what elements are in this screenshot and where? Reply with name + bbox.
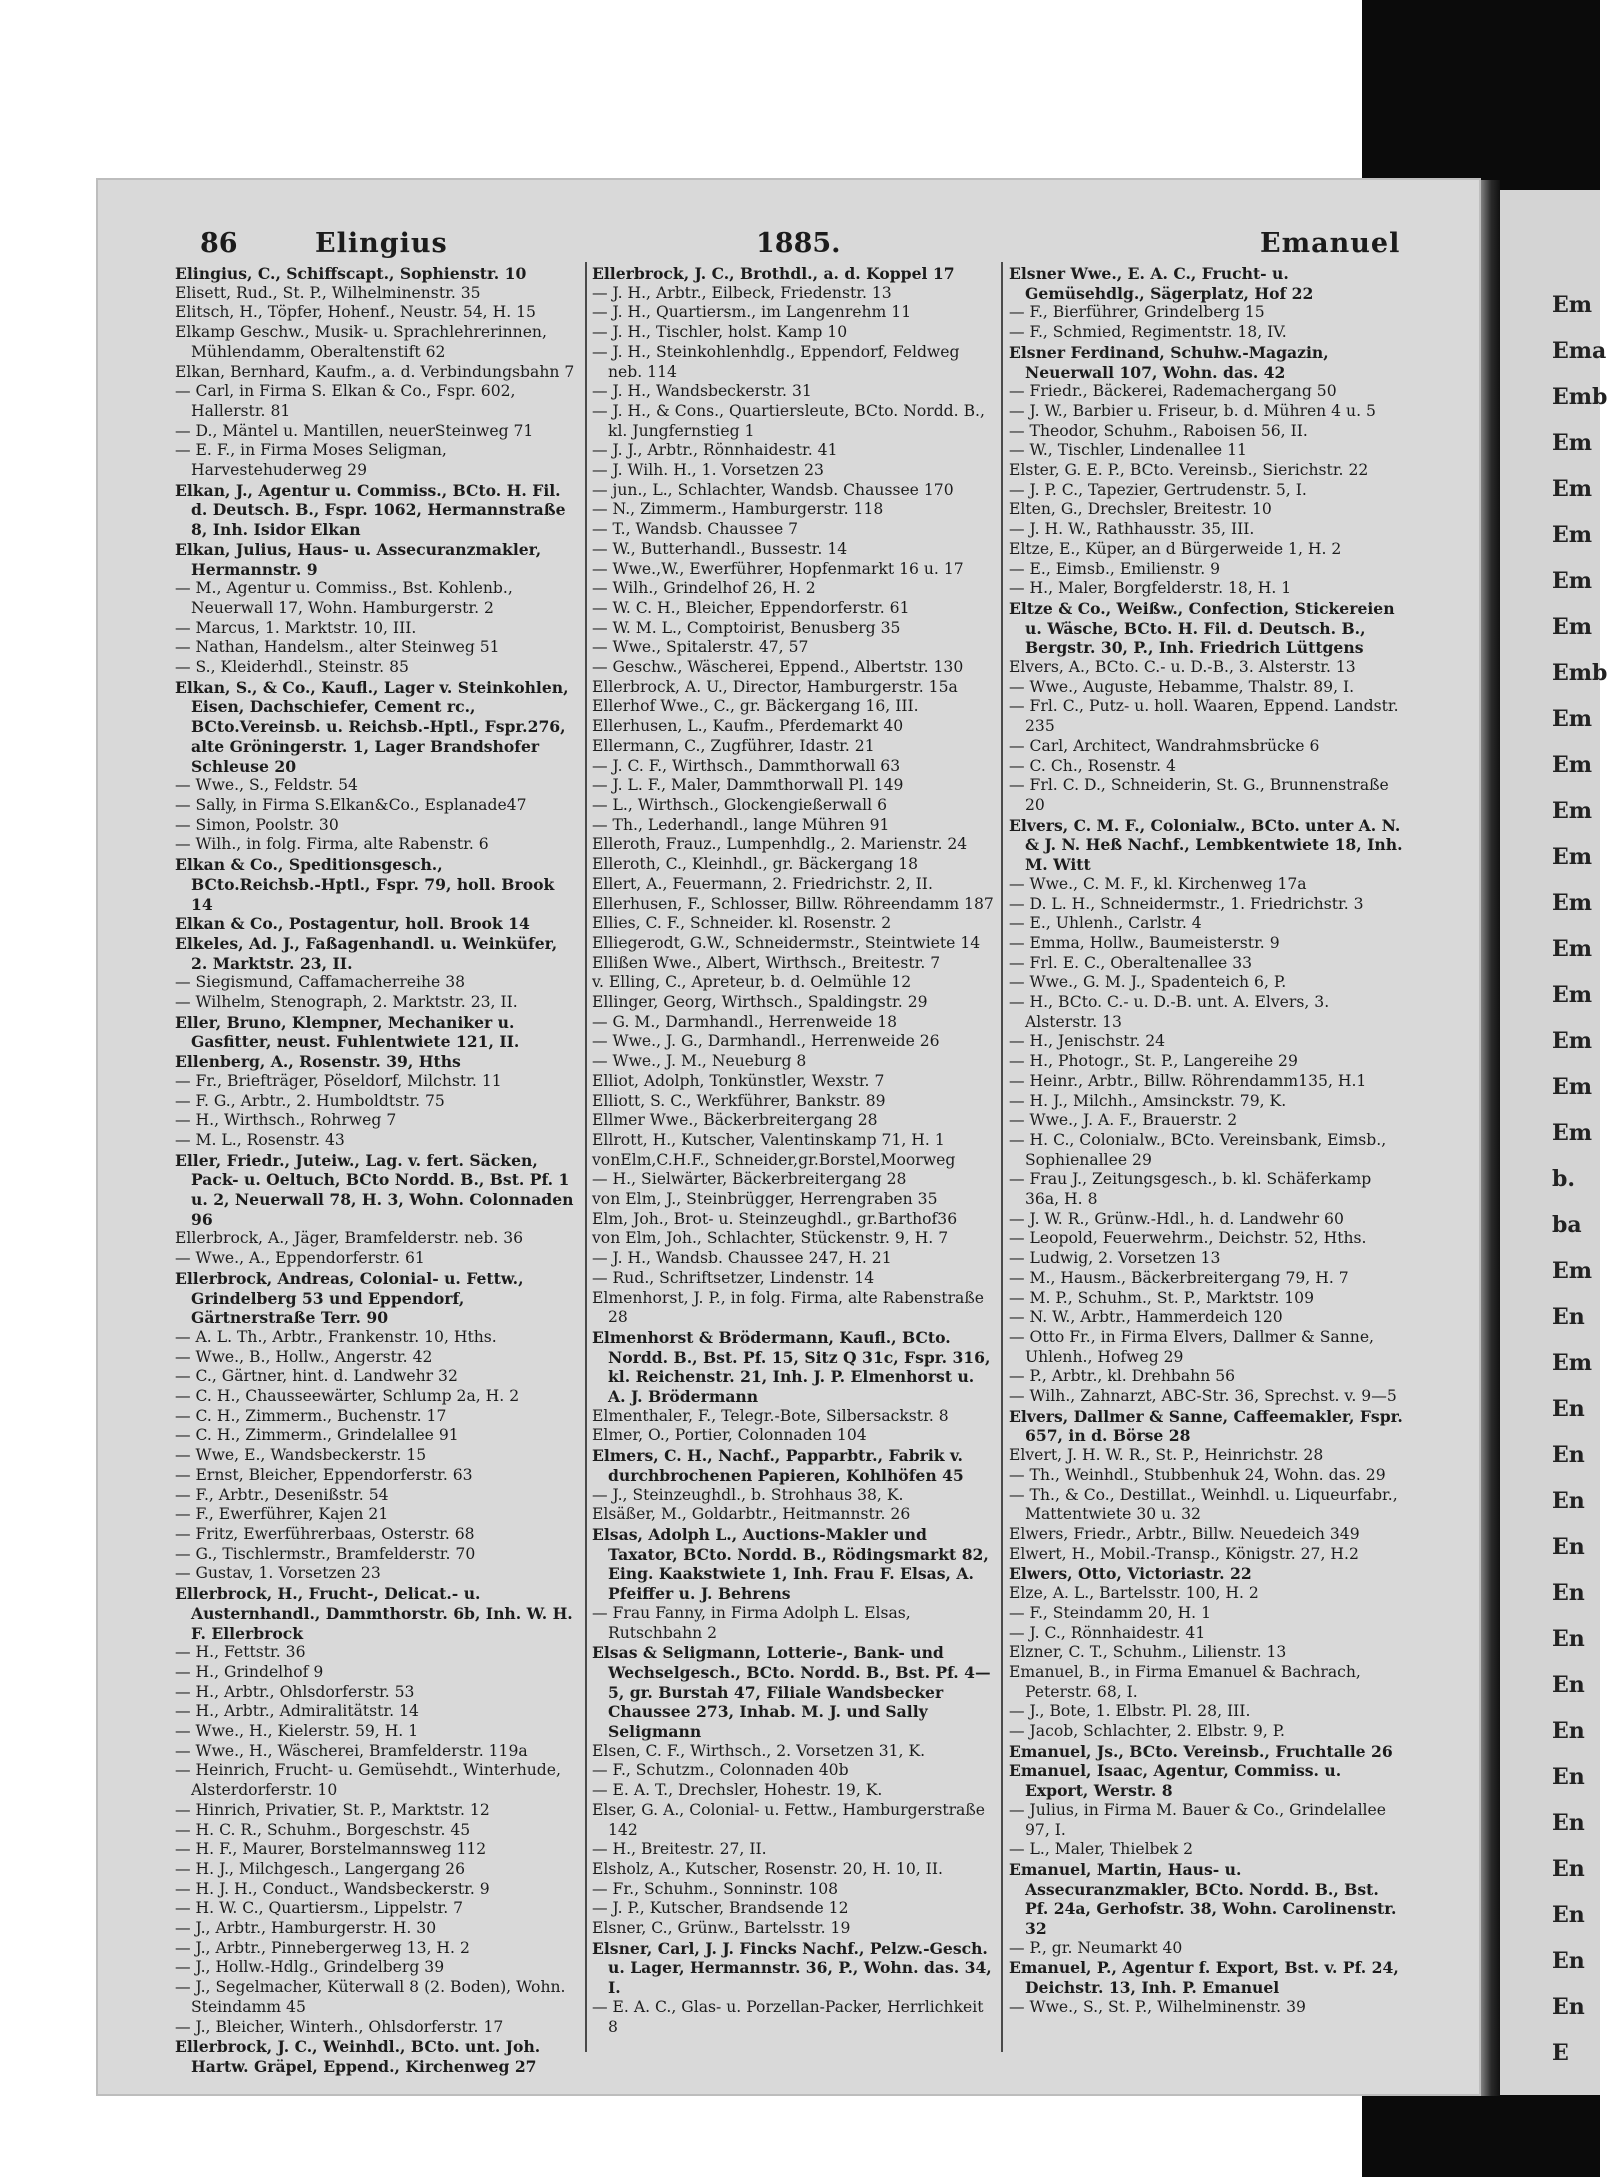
- directory-entry: Elmenthaler, F., Telegr.-Bote, Silbersackstr. 8: [592, 1406, 949, 1425]
- directory-entry: — J. H., Arbtr., Eilbeck, Friedenstr. 13: [592, 283, 892, 302]
- directory-entry: — W., Tischler, Lindenallee 11: [1009, 441, 1247, 460]
- next-page-fragment: En: [1552, 1488, 1585, 1514]
- next-page-fragment: Em: [1552, 752, 1593, 778]
- directory-entry: — Wilh., Grindelhof 26, H. 2: [592, 579, 816, 598]
- directory-entry: — Siegismund, Caffamacherreihe 38: [175, 973, 466, 992]
- directory-entry: — C. H., Zimmerm., Buchenstr. 17: [175, 1406, 447, 1425]
- directory-entry: — J. H., Wandsb. Chaussee 247, H. 21: [592, 1249, 892, 1268]
- next-page-fragment: En: [1552, 1626, 1585, 1652]
- directory-entry: Elvert, J. H. W. R., St. P., Heinrichstr. 28: [1009, 1446, 1324, 1465]
- directory-entry: Ellerbrock, A., Jäger, Bramfelderstr. neb. 36: [175, 1229, 524, 1248]
- directory-entry: — Frl. E. C., Oberaltenallee 33: [1009, 953, 1253, 972]
- directory-entry: — F., Steindamm 20, H. 1: [1009, 1603, 1212, 1622]
- directory-entry: — Carl, in Firma S. Elkan & Co., Fspr. 602, Hallerstr. 81: [175, 382, 516, 420]
- directory-entry: — Emma, Hollw., Baumeisterstr. 9: [1009, 933, 1280, 952]
- directory-entry: — Wwe., J. G., Darmhandl., Herrenweide 26: [592, 1032, 940, 1051]
- directory-entry: Elleroth, C., Kleinhdl., gr. Bäckergang 18: [592, 855, 919, 874]
- directory-entry: — F., Arbtr., Desenißstr. 54: [175, 1485, 389, 1504]
- next-page-fragment: Em: [1552, 706, 1593, 732]
- next-page-fragment: Em: [1552, 522, 1593, 548]
- directory-entry: — J. C., Rönnhaidestr. 41: [1009, 1623, 1206, 1642]
- directory-entry: — H. J. H., Conduct., Wandsbeckerstr. 9: [175, 1879, 490, 1898]
- directory-entry: — H., Maler, Borgfelderstr. 18, H. 1: [1009, 579, 1292, 598]
- directory-entry: Elsas & Seligmann, Lotterie-, Bank- und Wechselgesch., BCto. Nordd. B., Bst. Pf. 4—5, gr. Burstah 47, Filiale Wandsbecker Chaussee 273, Inhab. M. J. und Sally Seligmann: [592, 1643, 991, 1742]
- directory-entry: Ellerbrock, A. U., Director, Hamburgerstr. 15a: [592, 677, 958, 696]
- directory-entry: — E. A. C., Glas- u. Porzellan-Packer, Herrlichkeit 8: [592, 1997, 984, 2036]
- directory-entry: — Heinrich, Frucht- u. Gemüsehdt., Winterhude, Alsterdorferstr. 10: [175, 1761, 561, 1800]
- book-binding-shadow: [1478, 180, 1500, 2096]
- directory-entry: Elingius, C., Schiffscapt., Sophienstr. 10: [175, 264, 527, 283]
- page-year: 1885.: [756, 228, 841, 259]
- next-page-fragment: Em: [1552, 1028, 1593, 1054]
- directory-entry: — S., Kleiderhdl., Steinstr. 85: [175, 658, 409, 677]
- directory-entry: Elsner Ferdinand, Schuhw.-Magazin, Neuerwall 107, Wohn. das. 42: [1009, 342, 1329, 382]
- directory-entry: Eltze, E., Küper, an d Bürgerweide 1, H. 2: [1009, 539, 1342, 558]
- directory-entry: Elkan & Co., Postagentur, holl. Brook 14: [175, 914, 530, 934]
- next-page-fragment: En: [1552, 1856, 1585, 1882]
- next-page-fragment: Em: [1552, 936, 1593, 962]
- directory-entry: Elser, G. A., Colonial- u. Fettw., Hamburgerstraße 142: [592, 1800, 985, 1839]
- directory-entry: Elliott, S. C., Werkführer, Bankstr. 89: [592, 1091, 886, 1110]
- directory-entry: Elsäßer, M., Goldarbtr., Heitmannstr. 26: [592, 1505, 911, 1524]
- directory-entry: — N. W., Arbtr., Hammerdeich 120: [1009, 1308, 1283, 1327]
- directory-entry: Emanuel, Isaac, Agentur, Commiss. u. Export, Werstr. 8: [1009, 1761, 1342, 1801]
- directory-entry: — M. P., Schuhm., St. P., Marktstr. 109: [1009, 1288, 1315, 1307]
- directory-entry: — D., Mäntel u. Mantillen, neuerSteinweg 71: [175, 421, 534, 440]
- directory-entry: Elmer, O., Portier, Colonnaden 104: [592, 1426, 867, 1445]
- directory-entry: Elm, Joh., Brot- u. Steinzeughdl., gr.Barthof36: [592, 1209, 958, 1228]
- directory-entry: — Heinr., Arbtr., Billw. Röhrendamm135, H.1: [1009, 1071, 1367, 1090]
- directory-entry: — T., Wandsb. Chaussee 7: [592, 520, 799, 539]
- directory-entry: Ellert, A., Feuermann, 2. Friedrichstr. 2, II.: [592, 874, 933, 893]
- directory-entry: Ellerhusen, L., Kaufm., Pferdemarkt 40: [592, 717, 904, 736]
- directory-entry: — Otto Fr., in Firma Elvers, Dallmer & Sanne, Uhlenh., Hofweg 29: [1009, 1327, 1374, 1366]
- directory-entry: — Wwe., H., Wäscherei, Bramfelderstr. 119a: [175, 1741, 528, 1760]
- directory-entry: Elze, A. L., Bartelsstr. 100, H. 2: [1009, 1584, 1259, 1603]
- next-page-fragment: Emb: [1552, 384, 1607, 410]
- directory-entry: vonElm,C.H.F., Schneider,gr.Borstel,Moorweg: [592, 1150, 956, 1169]
- directory-entry: — J., Bote, 1. Elbstr. Pl. 28, III.: [1009, 1702, 1251, 1721]
- next-page-fragment: En: [1552, 1534, 1585, 1560]
- directory-entry: — F., Schmied, Regimentstr. 18, IV.: [1009, 323, 1287, 342]
- directory-entry: Elten, G., Drechsler, Breitestr. 10: [1009, 500, 1272, 519]
- directory-entry: — H., Arbtr., Ohlsdorferstr. 53: [175, 1682, 415, 1701]
- directory-entry: Emanuel, P., Agentur f. Export, Bst. v. Pf. 24, Deichstr. 13, Inh. P. Emanuel: [1009, 1958, 1399, 1998]
- directory-entry: — J. J., Arbtr., Rönnhaidestr. 41: [592, 441, 838, 460]
- directory-entry: — Gustav, 1. Vorsetzen 23: [175, 1564, 381, 1583]
- directory-entry: — Th., & Co., Destillat., Weinhdl. u. Liqueurfabr., Mattentwiete 30 u. 32: [1009, 1485, 1398, 1524]
- directory-entry: — J. P., Kutscher, Brandsende 12: [592, 1899, 849, 1918]
- directory-entry: Elkan, Julius, Haus- u. Assecuranzmakler, Hermannstr. 9: [175, 539, 542, 579]
- directory-entry: — G. M., Darmhandl., Herrenweide 18: [592, 1012, 898, 1031]
- directory-entry: — C. H., Zimmerm., Grindelallee 91: [175, 1426, 459, 1445]
- next-page-fragment: En: [1552, 1902, 1585, 1928]
- directory-entry: Elwers, Friedr., Arbtr., Billw. Neuedeich 349: [1009, 1525, 1360, 1543]
- directory-entry: — J. P. C., Tapezier, Gertrudenstr. 5, I.: [1009, 480, 1307, 499]
- next-page-fragment: Em: [1552, 430, 1593, 456]
- directory-entry: Elleroth, Frauz., Lumpenhdlg., 2. Marienstr. 24: [592, 835, 968, 854]
- directory-entry: Ellißen Wwe., Albert, Wirthsch., Breitestr. 7: [592, 953, 941, 972]
- next-page-fragment: b.: [1552, 1166, 1576, 1192]
- page-header: [200, 228, 1401, 259]
- directory-entry: — Ernst, Bleicher, Eppendorferstr. 63: [175, 1465, 473, 1484]
- directory-entry: — E. A. T., Drechsler, Hohestr. 19, K.: [592, 1781, 883, 1800]
- directory-entry: Elsas, Adolph L., Auctions-Makler und Taxator, BCto. Nordd. B., Rödingsmarkt 82, Eing. Kaakstwiete 1, Inh. Frau F. Elsas, A. Pfeiffer u. J. Behrens: [592, 1525, 989, 1604]
- directory-entry: — Frau Fanny, in Firma Adolph L. Elsas, Rutschbahn 2: [592, 1603, 911, 1642]
- directory-entry: — Leopold, Feuerwehrm., Deichstr. 52, Hths.: [1009, 1229, 1367, 1248]
- next-page-fragment: En: [1552, 1764, 1585, 1790]
- directory-entry: Elvers, A., BCto. C.- u. D.-B., 3. Alsterstr. 13: [1009, 658, 1356, 677]
- column-middle: [592, 264, 994, 2074]
- right-keyword: Emanuel: [1260, 228, 1401, 259]
- next-page-fragment: En: [1552, 1718, 1585, 1744]
- column-divider: [585, 262, 587, 2052]
- directory-entry: Elkamp Geschw., Musik- u. Sprachlehrerinnen, Mühlendamm, Oberaltenstift 62: [175, 323, 547, 361]
- next-page-fragment: Em: [1552, 568, 1593, 594]
- directory-entry: — J. H., Wandsbeckerstr. 31: [592, 382, 812, 401]
- directory-entry: — C. H., Chausseewärter, Schlump 2a, H. 2: [175, 1387, 520, 1406]
- directory-entry: — P., gr. Neumarkt 40: [1009, 1938, 1183, 1957]
- directory-entry: — Ludwig, 2. Vorsetzen 13: [1009, 1249, 1221, 1268]
- directory-entry: — J. L. F., Maler, Dammthorwall Pl. 149: [592, 776, 904, 795]
- directory-entry: Ellerbrock, J. C., Weinhdl., BCto. unt. Joh. Hartw. Gräpel, Eppend., Kirchenweg 27: [175, 2037, 541, 2076]
- directory-entry: — H. C. R., Schuhm., Borgeschstr. 45: [175, 1820, 471, 1839]
- directory-entry: — Wwe., Spitalerstr. 47, 57: [592, 638, 809, 657]
- directory-entry: Elitsch, H., Töpfer, Hohenf., Neustr. 54, H. 15: [175, 303, 536, 322]
- directory-entry: — Fr., Schuhm., Sonninstr. 108: [592, 1879, 839, 1898]
- directory-entry: — Frau J., Zeitungsgesch., b. kl. Schäferkamp 36a, H. 8: [1009, 1170, 1372, 1209]
- directory-entry: — E., Eimsb., Emilienstr. 9: [1009, 559, 1221, 578]
- directory-entry: — Th., Weinhdl., Stubbenhuk 24, Wohn. das. 29: [1009, 1465, 1386, 1484]
- directory-entry: — J. H., Tischler, holst. Kamp 10: [592, 323, 848, 342]
- directory-entry: Elisett, Rud., St. P., Wilhelminenstr. 35: [175, 283, 481, 302]
- directory-entry: — Julius, in Firma M. Bauer & Co., Grindelallee 97, I.: [1009, 1800, 1387, 1839]
- directory-entry: Ellrott, H., Kutscher, Valentinskamp 71, H. 1: [592, 1130, 945, 1149]
- directory-entry: — Frl. C. D., Schneiderin, St. G., Brunnenstraße 20: [1009, 776, 1389, 814]
- directory-entry: — Friedr., Bäckerei, Rademachergang 50: [1009, 382, 1337, 401]
- directory-entry: — jun., L., Schlachter, Wandsb. Chaussee 170: [592, 480, 954, 499]
- directory-entry: — H., Photogr., St. P., Langereihe 29: [1009, 1052, 1298, 1071]
- next-page-fragment: Em: [1552, 798, 1593, 824]
- directory-entry: Elster, G. E. P., BCto. Vereinsb., Sierichstr. 22: [1009, 461, 1369, 480]
- directory-entry: — Hinrich, Privatier, St. P., Marktstr. 12: [175, 1800, 490, 1819]
- directory-entry: — J. H., & Cons., Quartiersleute, BCto. Nordd. B., kl. Jungfernstieg 1: [592, 401, 985, 440]
- directory-entry: — Wwe., G. M. J., Spadenteich 6, P.: [1009, 973, 1287, 992]
- directory-entry: Elkan & Co., Speditionsgesch., BCto.Reichsb.-Hptl., Fspr. 79, holl. Brook 14: [175, 855, 555, 914]
- next-page-fragment: Em: [1552, 982, 1593, 1008]
- page-number: 86: [200, 228, 238, 259]
- directory-entry: Eller, Bruno, Klempner, Mechaniker u. Gasfitter, neust. Fuhlentwiete 121, II.: [175, 1012, 520, 1052]
- directory-entry: — D. L. H., Schneidermstr., 1. Friedrichstr. 3: [1009, 894, 1364, 913]
- next-page-fragment: En: [1552, 1994, 1585, 2020]
- directory-entry: — J. H. W., Rathhausstr. 35, III.: [1009, 520, 1255, 539]
- directory-entry: Emanuel, Martin, Haus- u. Assecuranzmakler, BCto. Nordd. B., Bst. Pf. 24a, Gerhofstr. 38, Wohn. Carolinenstr. 32: [1009, 1859, 1397, 1939]
- directory-entry: — J. H., Quartiersm., im Langenrehm 11: [592, 303, 912, 322]
- next-page-fragment: E: [1552, 2040, 1569, 2066]
- directory-entry: Elliegerodt, G.W., Schneidermstr., Steintwiete 14: [592, 933, 981, 952]
- directory-entry: Ellerbrock, Andreas, Colonial- u. Fettw., Grindelberg 53 und Eppendorf, Gärtnerstraße Terr. 90: [175, 1268, 524, 1328]
- directory-entry: — Wwe.,W., Ewerführer, Hopfenmarkt 16 u. 17: [592, 559, 964, 578]
- directory-entry: — F., Bierführer, Grindelberg 15: [1009, 303, 1265, 322]
- next-page-fragment: ba: [1552, 1212, 1582, 1238]
- directory-entry: Elmenhorst, J. P., in folg. Firma, alte Rabenstraße 28: [592, 1288, 984, 1327]
- directory-entry: Elzner, C. T., Schuhm., Lilienstr. 13: [1009, 1643, 1287, 1662]
- next-page-fragment: Ema: [1552, 338, 1607, 364]
- next-page-fragment: Em: [1552, 1074, 1593, 1100]
- directory-entry: Elwers, Otto, Victoriastr. 22: [1009, 1564, 1252, 1584]
- directory-entry: Ellenberg, A., Rosenstr. 39, Hths: [175, 1052, 461, 1072]
- directory-entry: — M. L., Rosenstr. 43: [175, 1130, 345, 1149]
- directory-entry: — H., Fettstr. 36: [175, 1643, 306, 1662]
- directory-entry: Elkan, J., Agentur u. Commiss., BCto. H. Fil. d. Deutsch. B., Fspr. 1062, Hermannstraße 8, Inh. Isidor Elkan: [175, 480, 566, 540]
- directory-entry: — M., Agentur u. Commiss., Bst. Kohlenb., Neuerwall 17, Wohn. Hamburgerstr. 2: [175, 579, 513, 617]
- directory-entry: von Elm, Joh., Schlachter, Stückenstr. 9, H. 7: [592, 1229, 949, 1248]
- directory-entry: — Nathan, Handelsm., alter Steinweg 51: [175, 638, 500, 657]
- directory-entry: — H., BCto. C.- u. D.-B. unt. A. Elvers, 3. Alsterstr. 13: [1009, 993, 1330, 1031]
- next-page-fragment: Em: [1552, 844, 1593, 870]
- directory-entry: Ellermann, C., Zugführer, Idastr. 21: [592, 736, 875, 755]
- directory-entry: — E. F., in Firma Moses Seligman, Harvestehuderweg 29: [175, 441, 447, 480]
- next-page-fragment: En: [1552, 1580, 1585, 1606]
- directory-entry: Elsner, Carl, J. J. Fincks Nachf., Pelzw.-Gesch. u. Lager, Hermannstr. 36, P., Wohn. das. 34, I.: [592, 1938, 992, 1998]
- directory-entry: — Fritz, Ewerführerbaas, Osterstr. 68: [175, 1525, 475, 1543]
- directory-entry: — Wwe, E., Wandsbeckerstr. 15: [175, 1446, 427, 1465]
- directory-entry: Eller, Friedr., Juteiw., Lag. v. fert. Säcken, Pack- u. Oeltuch, BCto Nordd. B., Bst. Pf. 1 u. 2, Neuerwall 78, H. 3, Wohn. Colonnaden 96: [175, 1150, 574, 1229]
- directory-entry: — J., Steinzeughdl., b. Strohhaus 38, K.: [592, 1485, 904, 1504]
- column-right: [1009, 264, 1405, 2074]
- directory-entry: — Theodor, Schuhm., Raboisen 56, II.: [1009, 421, 1308, 440]
- directory-entry: — H. J., Milchgesch., Langergang 26: [175, 1859, 466, 1878]
- directory-entry: — N., Zimmerm., Hamburgerstr. 118: [592, 500, 884, 519]
- directory-entry: — P., Arbtr., kl. Drehbahn 56: [1009, 1367, 1236, 1386]
- next-page-fragment: Emb: [1552, 660, 1607, 686]
- directory-entry: — H. C., Colonialw., BCto. Vereinsbank, Eimsb., Sophienallee 29: [1009, 1130, 1387, 1169]
- directory-entry: Elsner, C., Grünw., Bartelsstr. 19: [592, 1919, 851, 1938]
- directory-entry: Ellies, C. F., Schneider. kl. Rosenstr. 2: [592, 914, 892, 933]
- directory-entry: — Wwe., Auguste, Hebamme, Thalstr. 89, I.: [1009, 677, 1355, 696]
- directory-entry: Elwert, H., Mobil.-Transp., Königstr. 27, H.2: [1009, 1544, 1359, 1563]
- directory-entry: Elsner Wwe., E. A. C., Frucht- u. Gemüsehdlg., Sägerplatz, Hof 22: [1009, 264, 1314, 303]
- next-page-fragment: Em: [1552, 1258, 1593, 1284]
- directory-entry: — H. J., Milchh., Amsinckstr. 79, K.: [1009, 1091, 1287, 1110]
- directory-entry: — J. W. R., Grünw.-Hdl., h. d. Landwehr 60: [1009, 1209, 1344, 1228]
- directory-entry: — G., Tischlermstr., Bramfelderstr. 70: [175, 1544, 476, 1563]
- directory-entry: — Wwe., C. M. F., kl. Kirchenweg 17a: [1009, 874, 1307, 893]
- directory-entry: — J., Bleicher, Winterh., Ohlsdorferstr. 17: [175, 2017, 504, 2036]
- directory-entry: — C. Ch., Rosenstr. 4: [1009, 756, 1176, 775]
- directory-entry: — Wwe., A., Eppendorferstr. 61: [175, 1249, 425, 1268]
- next-page-fragment: Em: [1552, 476, 1593, 502]
- next-page-fragment: En: [1552, 1396, 1585, 1422]
- directory-entry: — C., Gärtner, hint. d. Landwehr 32: [175, 1367, 458, 1386]
- next-page-fragment: Em: [1552, 890, 1593, 916]
- directory-entry: Elkan, S., & Co., Kaufl., Lager v. Steinkohlen, Eisen, Dachschiefer, Cement rc., BCto.Vereinsb. u. Reichsb.-Hptl., Fspr.276, alte Gröningerstr. 1, Lager Brandshofer Schleuse 20: [175, 677, 569, 776]
- directory-entry: Elkeles, Ad. J., Faßagenhandl. u. Weinküfer, 2. Marktstr. 23, II.: [175, 933, 558, 973]
- directory-entry: — F., Schutzm., Colonnaden 40b: [592, 1761, 849, 1780]
- directory-entry: — Wwe., B., Hollw., Angerstr. 42: [175, 1347, 433, 1366]
- directory-entry: — H., Sielwärter, Bäckerbreitergang 28: [592, 1170, 907, 1189]
- directory-entry: — J. W., Barbier u. Friseur, b. d. Mühren 4 u. 5: [1009, 401, 1376, 420]
- directory-entry: — J. H., Steinkohlenhdlg., Eppendorf, Feldweg neb. 114: [592, 342, 960, 381]
- directory-entry: — Wwe., S., Feldstr. 54: [175, 776, 358, 795]
- column-left: [175, 264, 577, 2074]
- next-page-fragment: En: [1552, 1304, 1585, 1330]
- directory-entry: Elmers, C. H., Nachf., Papparbtr., Fabrik v. durchbrochenen Papieren, Kohlhöfen 45: [592, 1446, 964, 1485]
- next-page-fragment: En: [1552, 1672, 1585, 1698]
- next-page-fragment: Em: [1552, 1120, 1593, 1146]
- directory-entry: — Fr., Briefträger, Pöseldorf, Milchstr. 11: [175, 1071, 502, 1090]
- directory-entry: — Sally, in Firma S.Elkan&Co., Esplanade47: [175, 795, 527, 814]
- directory-entry: — H., Wirthsch., Rohrweg 7: [175, 1111, 397, 1130]
- directory-entry: — Wilh., in folg. Firma, alte Rabenstr. 6: [175, 835, 489, 854]
- directory-entry: — A. L. Th., Arbtr., Frankenstr. 10, Hths.: [175, 1327, 497, 1346]
- left-keyword: Elingius: [315, 228, 448, 259]
- directory-entry: — Jacob, Schlachter, 2. Elbstr. 9, P.: [1009, 1722, 1286, 1741]
- directory-entry: — H., Arbtr., Admiralitätstr. 14: [175, 1702, 419, 1721]
- directory-entry: — J., Hollw.-Hdlg., Grindelberg 39: [175, 1958, 445, 1977]
- directory-entry: Ellmer Wwe., Bäckerbreitergang 28: [592, 1111, 878, 1130]
- directory-entry: — W. C. H., Bleicher, Eppendorferstr. 61: [592, 598, 910, 617]
- directory-entry: — Carl, Architect, Wandrahmsbrücke 6: [1009, 736, 1320, 755]
- directory-entry: Ellerbrock, J. C., Brothdl., a. d. Koppel 17: [592, 264, 955, 283]
- directory-entry: — W., Butterhandl., Bussestr. 14: [592, 539, 848, 558]
- directory-entry: Elsholz, A., Kutscher, Rosenstr. 20, H. 10, II.: [592, 1859, 943, 1878]
- directory-entry: — J. C. F., Wirthsch., Dammthorwall 63: [592, 756, 901, 775]
- directory-entry: — W. M. L., Comptoirist, Benusberg 35: [592, 618, 901, 637]
- directory-entry: — H., Jenischstr. 24: [1009, 1032, 1166, 1051]
- directory-entry: Ellerhusen, F., Schlosser, Billw. Röhreendamm 187: [592, 894, 994, 913]
- directory-entry: Ellinger, Georg, Wirthsch., Spaldingstr. 29: [592, 993, 928, 1012]
- next-page-fragment: Em: [1552, 1350, 1593, 1376]
- next-page-fragment: Em: [1552, 292, 1593, 318]
- next-page-fragment: En: [1552, 1948, 1585, 1974]
- directory-entry: Elliot, Adolph, Tonkünstler, Wexstr. 7: [592, 1071, 885, 1090]
- directory-entry: — E., Uhlenh., Carlstr. 4: [1009, 914, 1202, 933]
- directory-entry: Emanuel, Js., BCto. Vereinsb., Fruchtalle 26: [1009, 1741, 1393, 1761]
- directory-entry: — H. F., Maurer, Borstelmannsweg 112: [175, 1840, 487, 1859]
- directory-entry: Elvers, C. M. F., Colonialw., BCto. unter A. N. & J. N. Heß Nachf., Lembkentwiete 18, Inh. M. Witt: [1009, 815, 1403, 875]
- directory-entry: Ellerhof Wwe., C., gr. Bäckergang 16, III.: [592, 697, 919, 716]
- directory-entry: — Wwe., J. A. F., Brauerstr. 2: [1009, 1111, 1238, 1130]
- directory-entry: Emanuel, B., in Firma Emanuel & Bachrach, Peterstr. 68, I.: [1009, 1662, 1361, 1701]
- directory-entry: Eltze & Co., Weißw., Confection, Stickereien u. Wäsche, BCto. H. Fil. d. Deutsch. B., Bergstr. 30, P., Inh. Friedrich Lüttgens: [1009, 598, 1395, 658]
- directory-entry: — J., Arbtr., Hamburgerstr. H. 30: [175, 1919, 437, 1938]
- directory-entry: — Rud., Schriftsetzer, Lindenstr. 14: [592, 1268, 875, 1287]
- directory-entry: — Wilh., Zahnarzt, ABC-Str. 36, Sprechst. v. 9—5: [1009, 1387, 1397, 1406]
- directory-entry: — Simon, Poolstr. 30: [175, 815, 339, 834]
- directory-entry: — J., Segelmacher, Küterwall 8 (2. Boden), Wohn. Steindamm 45: [175, 1978, 566, 2016]
- directory-entry: — F., Ewerführer, Kajen 21: [175, 1505, 389, 1524]
- directory-entry: — J. Wilh. H., 1. Vorsetzen 23: [592, 461, 824, 480]
- directory-entry: — Wilhelm, Stenograph, 2. Marktstr. 23, II.: [175, 993, 518, 1012]
- directory-entry: Elmenhorst & Brödermann, Kaufl., BCto. Nordd. B., Bst. Pf. 15, Sitz Q 31c, Fspr. 316, kl. Reichenstr. 21, Inh. J. P. Elmenhorst u. A. J. Brödermann: [592, 1327, 991, 1407]
- directory-entry: Elvers, Dallmer & Sanne, Caffeemakler, Fspr. 657, in d. Börse 28: [1009, 1406, 1403, 1446]
- directory-entry: Elsen, C. F., Wirthsch., 2. Vorsetzen 31, K.: [592, 1741, 926, 1760]
- directory-entry: — Frl. C., Putz- u. holl. Waaren, Eppend. Landstr. 235: [1009, 697, 1399, 736]
- column-divider: [1001, 262, 1003, 2052]
- next-page-fragment: En: [1552, 1810, 1585, 1836]
- directory-entry: — Marcus, 1. Marktstr. 10, III.: [175, 618, 417, 637]
- directory-entry: — J., Arbtr., Pinnebergerweg 13, H. 2: [175, 1938, 470, 1957]
- directory-entry: — H., Breitestr. 27, II.: [592, 1840, 767, 1859]
- directory-entry: — H. W. C., Quartiersm., Lippelstr. 7: [175, 1899, 464, 1918]
- directory-entry: v. Elling, C., Apreteur, b. d. Oelmühle 12: [592, 973, 912, 992]
- directory-entry: — L., Maler, Thielbek 2: [1009, 1840, 1194, 1859]
- directory-entry: — H., Grindelhof 9: [175, 1662, 324, 1681]
- directory-entry: — F. G., Arbtr., 2. Humboldtstr. 75: [175, 1091, 445, 1110]
- directory-entry: — Wwe., H., Kielerstr. 59, H. 1: [175, 1722, 419, 1741]
- next-page-fragment: Em: [1552, 614, 1593, 640]
- directory-entry: Ellerbrock, H., Frucht-, Delicat.- u. Austernhandl., Dammthorstr. 6b, Inh. W. H. F. Ellerbrock: [175, 1584, 573, 1643]
- directory-entry: — Th., Lederhandl., lange Mühren 91: [592, 815, 890, 834]
- directory-entry: — L., Wirthsch., Glockengießerwall 6: [592, 795, 888, 814]
- directory-entry: — Wwe., S., St. P., Wilhelminenstr. 39: [1009, 1997, 1306, 2016]
- next-page-fragment: En: [1552, 1442, 1585, 1468]
- directory-entry: von Elm, J., Steinbrügger, Herrengraben 35: [592, 1190, 938, 1209]
- directory-entry: Elkan, Bernhard, Kaufm., a. d. Verbindungsbahn 7: [175, 362, 575, 381]
- directory-entry: — Geschw., Wäscherei, Eppend., Albertstr. 130: [592, 658, 964, 677]
- directory-entry: — M., Hausm., Bäckerbreitergang 79, H. 7: [1009, 1268, 1349, 1287]
- directory-entry: — Wwe., J. M., Neueburg 8: [592, 1052, 807, 1071]
